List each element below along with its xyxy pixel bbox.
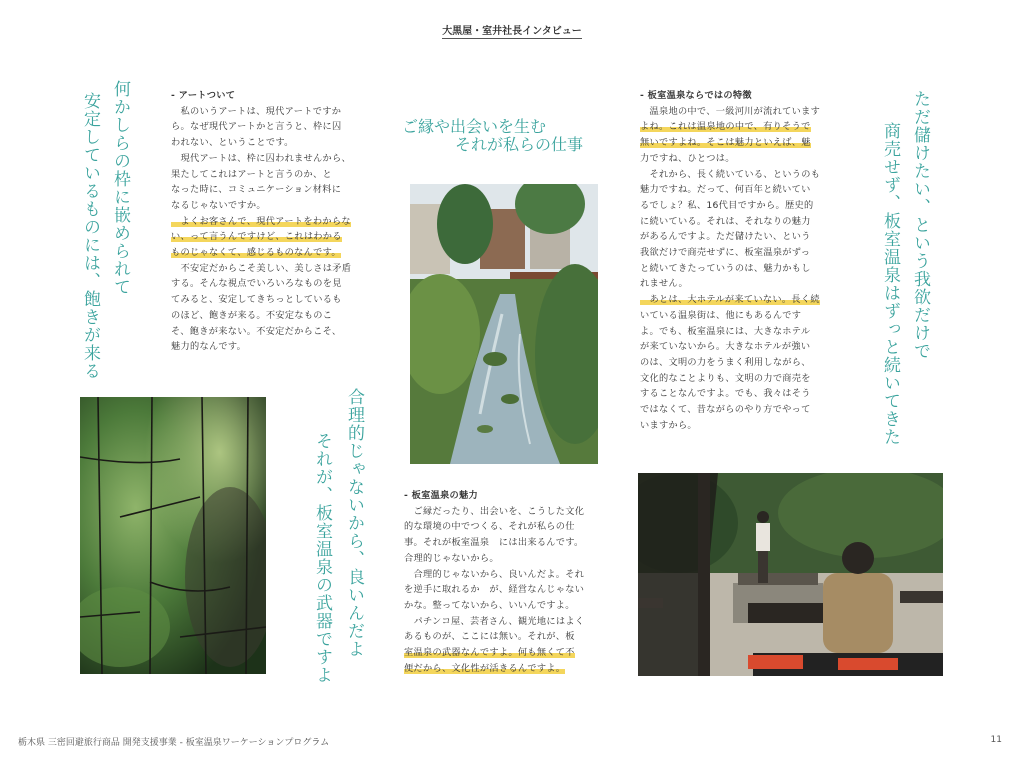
text-line: それから、長く続いている、というのも	[640, 168, 821, 180]
text-line: 文化的なことよりも、文明の力で商売を	[640, 372, 811, 384]
text-line: のほど、飽きが来る。不安定なものこ	[171, 309, 333, 321]
heading-mid-col1: 合理的じゃないから、良いんだよ	[344, 388, 364, 658]
text-line: なるじゃないですか。	[171, 199, 266, 211]
highlighted-text: よね。これは温泉地の中で、有りそうで	[640, 121, 811, 133]
text-line: することなんですよ。でも、我々はそう	[640, 388, 811, 400]
text-line: われない、ということです。	[171, 137, 294, 149]
text-line: なった時に、コミュニケーション材料に	[171, 184, 342, 196]
highlighted-text: 便だから、文化性が活きるんですよ。	[404, 662, 566, 674]
text-line: ら。なぜ現代アートかと言うと、枠に囚	[171, 121, 342, 133]
section-art	[171, 88, 371, 355]
text-line: 果たしてこれはアートと言うのか、と	[171, 168, 333, 180]
heading-right-col1: ただ儲けたい、という我欲だけで	[910, 90, 930, 360]
text-line: が来ていないから。大きなホテルが強い	[640, 341, 811, 353]
heading-right-col2: 商売せず、板室温泉はずっと続いてきた	[880, 122, 900, 446]
page-header	[0, 22, 1024, 37]
highlighted-text: 無いですよね。そこは魅力といえば、魅	[640, 137, 811, 149]
page-number: 11	[990, 735, 1002, 745]
highlighted-text: 室温泉の武器なんですよ。何も無くて不	[404, 647, 575, 659]
text-line: るでしょ？私、16代目ですから。歴史的	[640, 199, 814, 211]
text-line: に続いている。それは、それなりの魅力	[640, 215, 811, 227]
text-line: 合理的じゃないから、良いんだよ。それ	[404, 568, 585, 580]
highlighted-text: ものじゃなくて、感じるものなんです。	[171, 247, 341, 259]
text-line: てみると、安定してきちっとしているも	[171, 294, 342, 306]
highlighted-text: あとは、大ホテルが来ていない。長く続	[640, 294, 820, 306]
text-line: 力ですね、ひとつは。	[640, 152, 735, 164]
section-title: - アートついて	[171, 90, 236, 101]
section-appeal	[404, 488, 614, 676]
terrace-photo	[638, 473, 943, 676]
text-line: かな。整ってないから、いいんですよ。	[404, 599, 575, 611]
text-line: ではなくて、昔ながらのやり方でやって	[640, 404, 811, 416]
text-line: いますから。	[640, 419, 697, 431]
text-line: があるんですよ。ただ儲けたい、という	[640, 231, 811, 243]
text-line: する。そんな視点でいろいろなものを見	[171, 278, 342, 290]
text-line: 合理的じゃないから。	[404, 552, 499, 564]
heading-mid-col2: それが、板室温泉の武器ですよ	[312, 432, 332, 684]
text-line: 温泉地の中で、一級河川が流れています	[640, 105, 821, 117]
text-line: と続いてきたっていうのは、魅力かもし	[640, 262, 811, 274]
text-line: 事。それが板室温泉 には出来るんです。	[404, 537, 584, 549]
text-line: あるものが、ここには無い。それが、板	[404, 631, 575, 643]
text-line: 私のいうアートは、現代アートですか	[171, 105, 342, 117]
text-line: 魅力ですね。だって、何百年と続いてい	[640, 184, 811, 196]
heading-center-line2: それが私らの仕事	[455, 135, 584, 154]
text-line: 不安定だからこそ美しい、美しさは矛盾	[171, 262, 352, 274]
text-line: れません。	[640, 278, 688, 290]
heading-left-col2: 何かしらの枠に嵌められて	[110, 80, 130, 296]
section-title: - 板室温泉ならではの特徴	[640, 90, 752, 101]
heading-left-col1: 安定しているものには、飽きが来る	[80, 92, 100, 380]
text-line: よ。でも、板室温泉には、大きなホテル	[640, 325, 811, 337]
forest-vines-photo	[80, 397, 266, 674]
header-title: 大黒屋・室井社長インタビュー	[442, 26, 582, 37]
text-line: 魅力的なんです。	[171, 341, 247, 353]
heading-center-line1: ご縁や出会いを生む	[402, 117, 547, 136]
text-line: を逆手に取れるか が、経営なんじゃない	[404, 584, 585, 596]
river-photo	[410, 184, 598, 464]
section-features	[640, 88, 850, 433]
highlighted-text: よくお客さんで、現代アートをわからな	[171, 215, 351, 227]
text-line: そ、飽きが来ない。不安定だからこそ、	[171, 325, 342, 337]
section-title: - 板室温泉の魅力	[404, 490, 479, 501]
text-line: 我欲だけで商売せずに、板室温泉がずっ	[640, 247, 811, 259]
text-line: 現代アートは、枠に囚われませんから、	[171, 152, 351, 164]
footer-program-title: 栃木県 三密回避旅行商品 開発支援事業 - 板室温泉ワーケーションプログラム	[18, 738, 330, 748]
text-line: のは、文明の力をうまく利用しながら、	[640, 356, 811, 368]
text-line: パチンコ屋、芸者さん、観光地にはよく	[404, 615, 585, 627]
highlighted-text: い、って言うんですけど、これはわかる	[171, 231, 342, 243]
text-line: いている温泉街は、他にもあるんです	[640, 309, 802, 321]
text-line: 的な環境の中でつくる、それが私らの仕	[404, 521, 575, 533]
text-line: ご縁だったり、出会いを、こうした文化	[404, 505, 585, 517]
